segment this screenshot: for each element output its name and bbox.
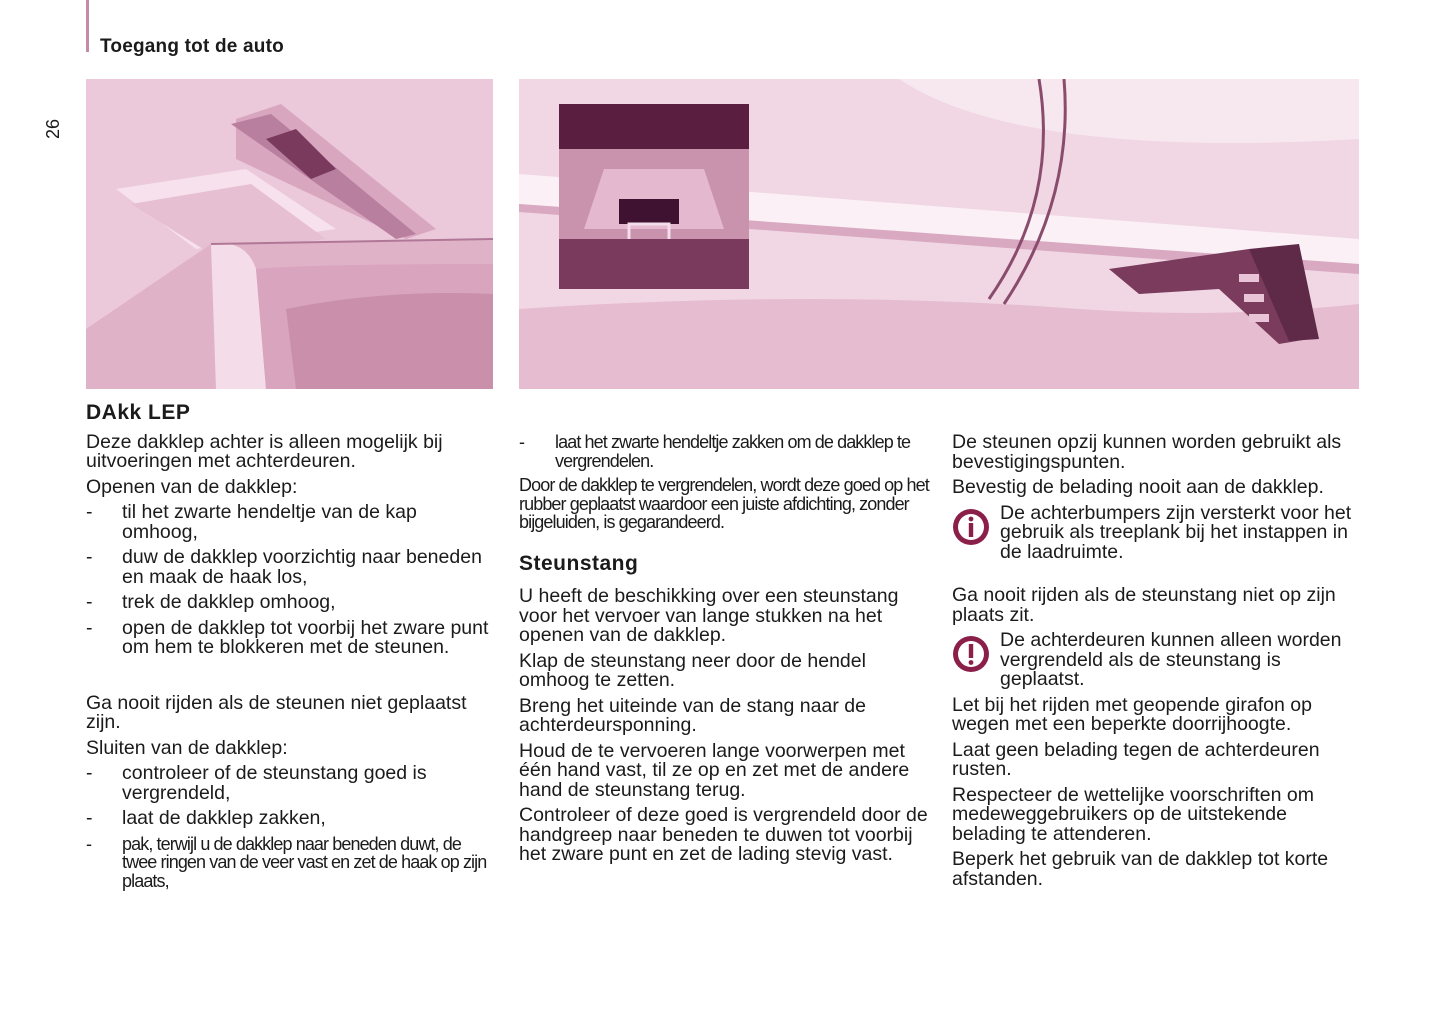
paragraph: De steunen opzij kunnen worden gebruikt als bevestigingspunten. xyxy=(952,431,1342,473)
info-note-text: De achterbumpers zijn versterkt voor het gebruik als treeplank bij het instappen in de laadruimte. xyxy=(1000,501,1352,563)
open-steps-list xyxy=(86,503,496,658)
warning-icon xyxy=(952,635,990,673)
intro-paragraph: Deze dakklep achter is alleen mogelijk bij uitvoeringen met achterdeuren. xyxy=(86,430,443,472)
list-item: - laat de dakklep zakken, xyxy=(86,807,326,829)
paragraph: U heeft de beschikking over een steunstang voor het vervoer van lange stukken na het openen van de dakklep. xyxy=(519,585,899,646)
column-3 xyxy=(952,433,1352,895)
paragraph: Beperk het gebruik van de dakklep tot korte afstanden. xyxy=(952,848,1329,890)
close-steps-list xyxy=(86,764,496,890)
hatch-open-illustration xyxy=(86,79,493,389)
section-rule xyxy=(86,0,89,52)
paragraph: Bevestig de belading nooit aan de dakklep. xyxy=(952,476,1324,498)
section-heading: DAkk LEP xyxy=(86,401,191,424)
list-item: - pak, terwijl u de dakklep naar beneden duwt, de twee ringen van de veer vast en zet de haak op zijn plaats, xyxy=(86,833,487,891)
continued-steps-list xyxy=(519,433,929,470)
list-item: - duw de dakklep voorzichtig naar beneden en maak de haak los, xyxy=(86,546,482,588)
seal-paragraph: Door de dakklep te vergrendelen, wordt deze goed op het rubber geplaatst waardoor een juiste afdichting, zonder bijgeluiden, is gegarandeerd. xyxy=(519,475,929,532)
close-heading: Sluiten van de dakklep: xyxy=(86,736,288,759)
page-number: 26 xyxy=(43,118,63,140)
warning-note-text: De achterdeuren kunnen alleen worden vergrendeld als de steunstang is geplaatst. xyxy=(1000,629,1342,690)
warning-paragraph: Ga nooit rijden als de steunen niet geplaatst zijn. xyxy=(86,691,467,733)
paragraph: Klap de steunstang neer door de hendel omhoog te zetten. xyxy=(519,649,866,691)
list-item: - til het zwarte hendeltje van de kap omhoog, xyxy=(86,501,417,543)
paragraph: Respecteer de wettelijke voorschriften om medeweggebruikers op de uitstekende belading te attenderen. xyxy=(952,783,1314,845)
support-bar-illustration xyxy=(519,79,1359,389)
warning-notice xyxy=(952,631,1352,690)
info-icon xyxy=(952,508,990,546)
paragraph: Laat geen belading tegen de achterdeuren rusten. xyxy=(952,738,1320,780)
section-title: Toegang tot de auto xyxy=(100,36,284,57)
paragraph: Ga nooit rijden als de steunstang niet op zijn plaats zit. xyxy=(952,584,1336,626)
open-heading: Openen van de dakklep: xyxy=(86,475,298,498)
subsection-heading: Steunstang xyxy=(519,551,639,575)
list-item: - controleer of de steunstang goed is vergrendeld, xyxy=(86,762,427,804)
paragraph: Let bij het rijden met geopende girafon op wegen met een beperkte doorrijhoogte. xyxy=(952,693,1312,735)
list-item: - open de dakklep tot voorbij het zware punt om hem te blokkeren met de steunen. xyxy=(86,616,489,658)
list-item: - trek de dakklep omhoog, xyxy=(86,591,336,613)
info-notice xyxy=(952,501,1352,563)
paragraph: Houd de te vervoeren lange voorwerpen met één hand vast, til ze op en zet met de andere hand de steunstang terug. xyxy=(519,739,910,801)
column-1 xyxy=(86,403,496,896)
list-item: - laat het zwarte hendeltje zakken om de dakklep te vergrendelen. xyxy=(519,432,911,471)
column-2 xyxy=(519,433,929,871)
paragraph: Breng het uiteinde van de stang naar de achterdeursponning. xyxy=(519,694,866,736)
paragraph: Controleer of deze goed is vergrendeld door de handgreep naar beneden te duwen tot voorbij het zware punt en zet de lading stevig vast. xyxy=(519,804,928,865)
